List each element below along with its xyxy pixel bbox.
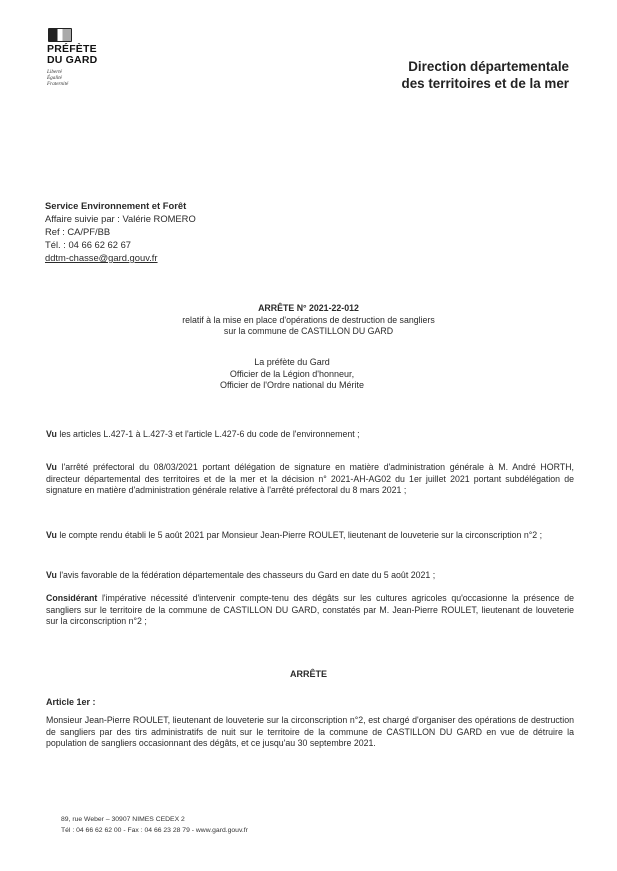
arrete-heading: ARRÊTE [289, 669, 327, 679]
motto-egalite: Égalité [47, 75, 62, 81]
consideration-keyword: Vu [46, 462, 57, 472]
consideration-text: l'impérative nécessité d'intervenir compte-tenu des dégâts sur les cultures agricoles qu'occasionne la présence de sangliers sur le territoire de la commune de CASTILLON DU GARD, constatés par M. Jean-Pierre ROULET, lieutenant de louveterie sur la circonscription n°2 ; [46, 593, 574, 626]
consideration-text: les articles L.427-1 à L.427-3 et l'article L.427-6 du code de l'environnement ; [56, 429, 360, 439]
motto-liberte: Liberté [47, 69, 62, 75]
consideration-5 [46, 593, 574, 628]
consideration-keyword: Vu [46, 570, 57, 580]
prefecture-logo [47, 28, 137, 87]
logo-line-1: PRÉFÈTE [47, 43, 97, 55]
footer [61, 815, 248, 836]
decree-subject-line-2: sur la commune de CASTILLON DU GARD [223, 326, 394, 336]
service-name: Service Environnement et Forêt [45, 200, 187, 211]
decree-title [0, 303, 617, 338]
consideration-2 [46, 462, 574, 497]
consideration-keyword: Vu [46, 429, 57, 439]
consideration-keyword: Vu [46, 530, 57, 540]
consideration-keyword: Considérant [46, 593, 98, 603]
consideration-text: l'arrêté préfectoral du 08/03/2021 portant délégation de signature en matière d'administration générale à M. André HORTH, directeur départemental des territoires et de la mer et la décision n° 2021-AH-AG02 du 1er juillet 2021 portant subdélégation de signature en matière d'administration générale relative à l'arrêté préfectoral du 8 mars 2021 ; [46, 462, 574, 495]
direction-line-1: Direction départementale [408, 59, 569, 74]
footer-contact: Tél : 04 66 62 62 00 - Fax : 04 66 23 28 79 - www.gard.gouv.fr [61, 826, 248, 834]
prefect-line-3: Officier de l'Ordre national du Mérite [219, 380, 365, 390]
marianne-icon [48, 28, 72, 42]
consideration-3 [46, 530, 574, 542]
article-1-text: Monsieur Jean-Pierre ROULET, lieutenant de louveterie sur la circonscription n°2, est chargé d'organiser des opérations de destruction de sangliers par des tirs administratifs de nuit sur le territoire de la commune de CASTILLON DU GARD en vue de détruire la population de sangliers occasionnant des dégâts, et ce jusqu'au 30 septembre 2021. [46, 715, 574, 748]
logo-motto [47, 69, 137, 87]
service-block [45, 199, 196, 264]
consideration-1 [46, 429, 574, 441]
footer-address: 89, rue Weber – 30907 NIMES CEDEX 2 [61, 816, 185, 823]
service-email-link[interactable]: ddtm-chasse@gard.gouv.fr [45, 252, 158, 263]
article-1-title: Article 1er : [46, 697, 96, 707]
prefect-line-1: La préfète du Gard [254, 357, 330, 367]
prefect-line-2: Officier de la Légion d'honneur, [229, 368, 355, 379]
decree-subject-line-1: relatif à la mise en place d'opérations de destruction de sangliers [182, 314, 435, 325]
consideration-text: le compte rendu établi le 5 août 2021 par Monsieur Jean-Pierre ROULET, lieutenant de louveterie sur la circonscription n°2 ; [56, 530, 543, 540]
service-ref: Ref : CA/PF/BB [45, 226, 111, 237]
service-phone: Tél. : 04 66 62 62 67 [45, 239, 132, 250]
consideration-text: l'avis favorable de la fédération départementale des chasseurs du Gard en date du 5 août 2021 ; [56, 570, 436, 580]
motto-fraternite: Fraternité [47, 81, 69, 87]
consideration-4 [46, 570, 574, 582]
decree-number: ARRÊTE N° 2021-22-012 [258, 303, 359, 313]
direction-title [402, 58, 569, 92]
prefect-block [187, 357, 397, 392]
logo-line-2: DU GARD [47, 54, 98, 66]
service-followed-by: Affaire suivie par : Valérie ROMERO [45, 213, 196, 224]
direction-line-2: des territoires et de la mer [401, 76, 569, 91]
